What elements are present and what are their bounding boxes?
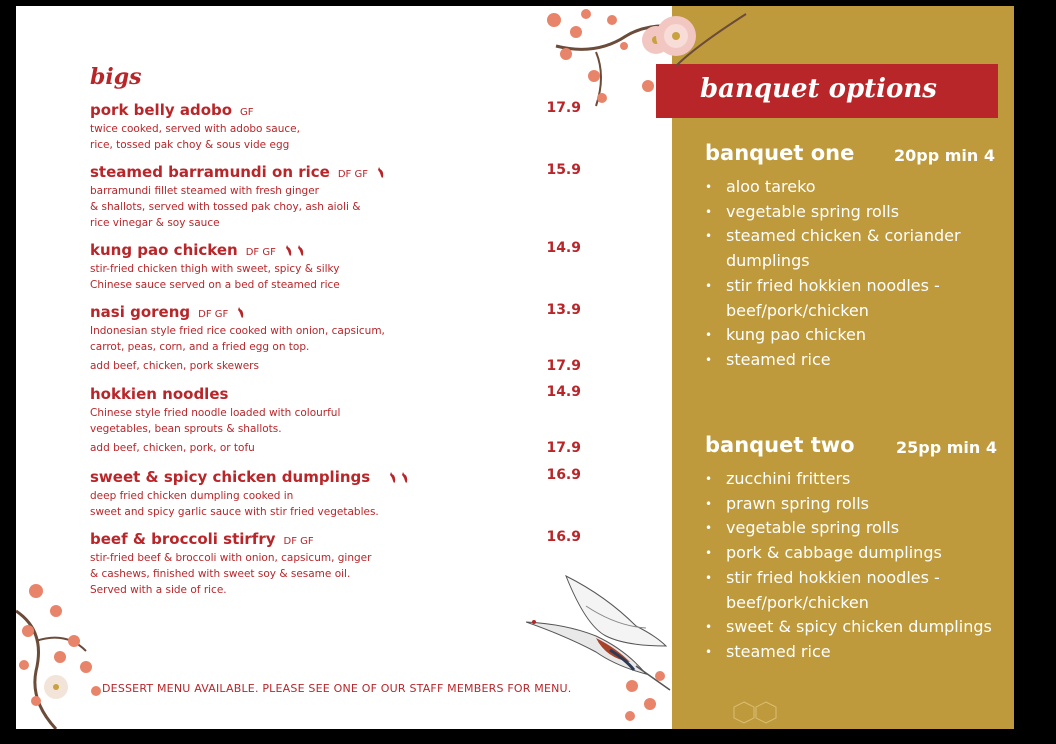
banquet-one-list [705,175,995,373]
item-description: deep fried chicken dumpling cooked in sweet and spicy garlic sauce with stir fried vegetables. [90,490,379,518]
item-description: stir-fried beef & broccoli with onion, capsicum, ginger & cashews, finished with sweet soy & sesame oil. Served with a side of rice. [90,552,372,596]
item-price: 16.9 [546,467,581,483]
list-item: • sweet & spicy chicken dumplings [705,615,995,640]
list-item: • steamed rice [705,348,995,373]
mains-panel [16,6,672,729]
list-item: • pork & cabbage dumplings [705,541,995,566]
addon-row [90,442,581,454]
menu-item [90,100,590,153]
banquet-two-pp: 25pp min 4 [896,438,997,457]
dessert-note: DESSERT MENU AVAILABLE. PLEASE SEE ONE OF OUR STAFF MEMBERS FOR MENU. [102,682,572,695]
list-item: • kung pao chicken [705,323,995,348]
cherry-blossom-icon [616,656,672,729]
item-price: 13.9 [546,302,581,318]
banquet-banner-title: banquet options [700,74,937,104]
list-item: • prawn spring rolls [705,492,995,517]
hexagon-pattern-icon [732,700,778,729]
section-title-bigs: bigs [90,64,142,90]
item-name: pork belly adobo [90,101,233,119]
item-price: 16.9 [546,529,581,545]
item-name: beef & broccoli stirfry [90,530,276,548]
list-item: • vegetable spring rolls [705,200,995,225]
item-tags: DF GF [245,247,276,258]
addon-price: 17.9 [546,358,581,374]
menu-item [90,240,590,293]
cherry-blossom-icon [636,6,756,116]
chili-icon [237,307,245,319]
item-name: steamed barramundi on rice [90,163,330,181]
item-name: nasi goreng [90,303,191,321]
banquet-one-title: banquet one [705,141,855,165]
item-description: Chinese style fried noodle loaded with colourful vegetables, bean sprouts & shallots. [90,407,341,435]
list-item: • steamed rice [705,640,995,665]
menu-item [90,384,590,437]
menu-item [90,162,590,231]
item-tags: GF [240,107,254,118]
menu-item [90,467,590,520]
item-price: 15.9 [546,162,581,178]
banquet-two-title: banquet two [705,433,855,457]
list-item: • stir fried hokkien noodles - beef/pork/chicken [705,566,995,615]
list-item: • aloo tareko [705,175,995,200]
item-price: 17.9 [546,100,581,116]
item-description: barramundi fillet steamed with fresh ginger & shallots, served with tossed pak choy, ash aioli & rice vinegar & soy sauce [90,185,361,229]
addon-text: add beef, chicken, pork skewers [90,360,259,372]
item-price: 14.9 [546,384,581,400]
item-price: 14.9 [546,240,581,256]
menu-item [90,529,590,598]
addon-price: 17.9 [546,440,581,456]
list-item: • steamed chicken & coriander dumplings [705,224,995,273]
item-tags: DF GF [198,309,229,320]
item-name: hokkien noodles [90,385,229,403]
chili-icon [285,245,293,257]
chili-icon [377,167,385,179]
item-tags: DF GF [337,169,368,180]
addon-text: add beef, chicken, pork, or tofu [90,442,255,454]
item-description: twice cooked, served with adobo sauce, rice, tossed pak choy & sous vide egg [90,123,300,151]
menu-item [90,302,590,355]
item-tags: DF GF [283,536,314,547]
item-name: sweet & spicy chicken dumplings [90,468,371,486]
banquet-one-pp: 20pp min 4 [894,146,995,165]
list-item: • vegetable spring rolls [705,516,995,541]
item-description: stir-fried chicken thigh with sweet, spicy & silky Chinese sauce served on a bed of steamed rice [90,263,340,291]
chili-icon [389,472,397,484]
cherry-blossom-icon [16,571,126,729]
item-name: kung pao chicken [90,241,238,259]
addon-row [90,360,581,372]
chili-icon [401,472,409,484]
banquet-two-list [705,467,995,665]
list-item: • zucchini fritters [705,467,995,492]
list-item: • stir fried hokkien noodles - beef/pork/chicken [705,274,995,323]
item-description: Indonesian style fried rice cooked with onion, capsicum, carrot, peas, corn, and a fried egg on top. [90,325,385,353]
chili-icon [297,245,305,257]
